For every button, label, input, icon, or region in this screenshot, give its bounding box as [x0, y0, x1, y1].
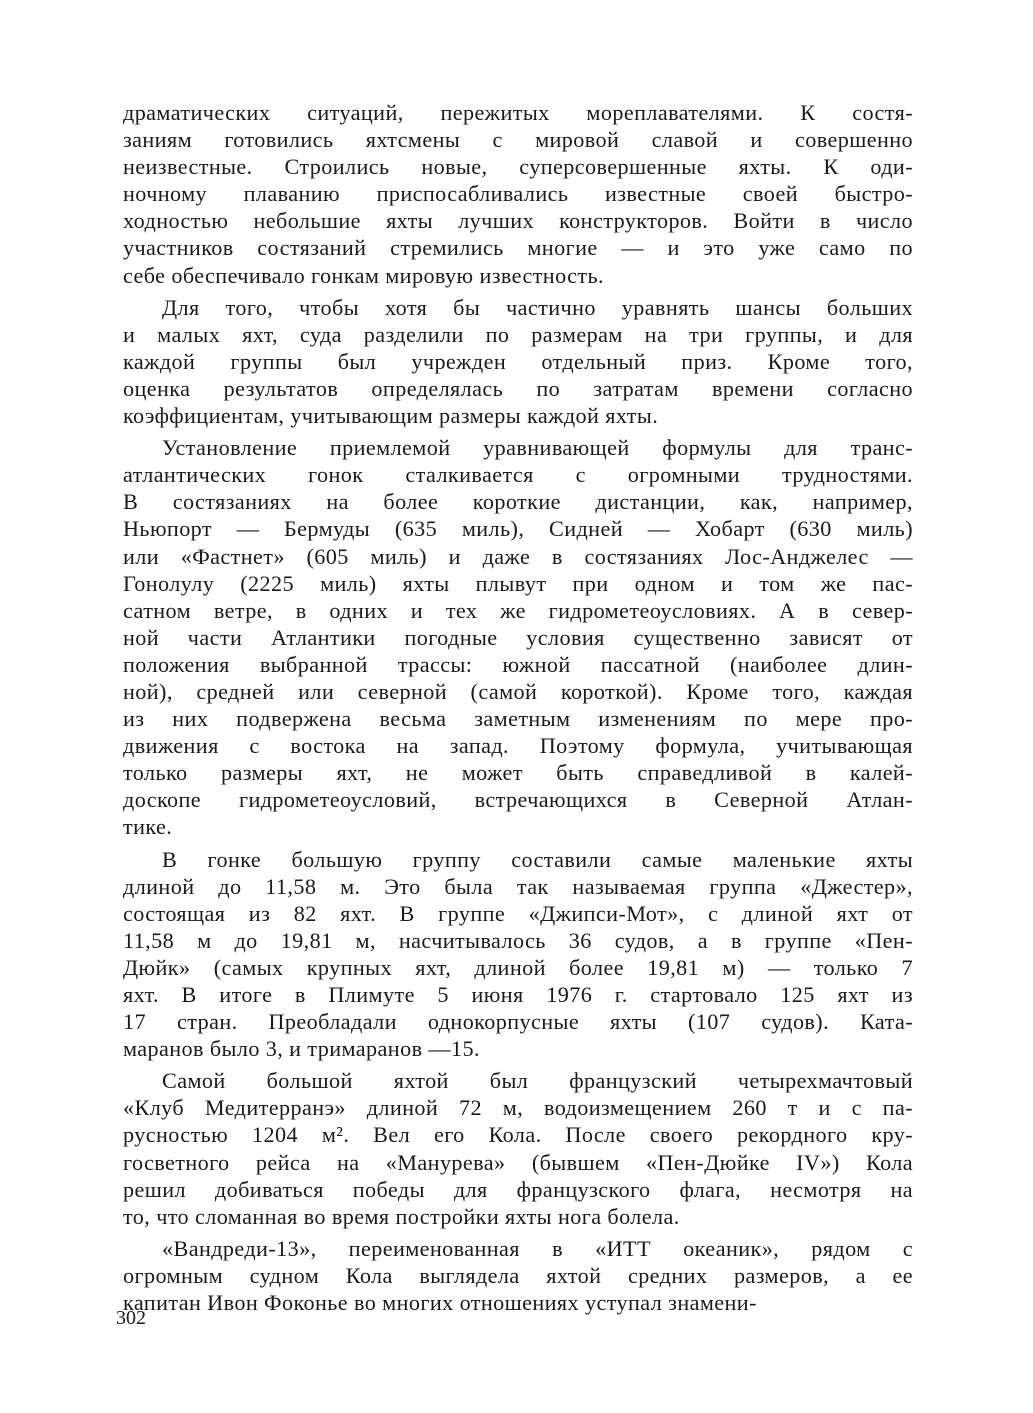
- text-line: ходностью небольшие яхты лучших конструкторов. Войти в число: [123, 208, 913, 234]
- paragraph: [123, 1067, 913, 1230]
- text-line: положения выбранной трассы: южной пассатной (наиболее длин-: [123, 651, 913, 677]
- text-line: тике.: [123, 814, 173, 840]
- text-line: драматических ситуаций, пережитых мореплавателями. К состя-: [123, 100, 913, 125]
- text-line: Самой большой яхтой был французский четырехмачтовый: [162, 1068, 913, 1094]
- text-line: заниям готовились яхтсмены с мировой славой и совершенно: [123, 127, 913, 153]
- text-line: себе обеспечивало гонкам мировую известность.: [123, 262, 604, 288]
- text-line: или «Фастнет» (605 миль) и даже в состязаниях Лос-Анджелес —: [123, 543, 913, 569]
- text-line: 11,58 м до 19,81 м, насчитывалось 36 судов, а в группе «Пен-: [123, 927, 913, 953]
- text-line: участников состязаний стремились многие — и это уже само по: [123, 235, 913, 261]
- page-number: 302: [116, 1307, 146, 1329]
- text-line: коэффициентам, учитывающим размеры каждой яхты.: [123, 403, 659, 429]
- text-line: ной части Атлантики погодные условия существенно зависят от: [123, 624, 913, 650]
- text-line: длиной до 11,58 м. Это была так называемая группа «Джестер»,: [123, 873, 913, 899]
- text-line: состоящая из 82 яхт. В группе «Джипси-Мот», с длиной яхт от: [123, 900, 913, 926]
- text-line: госветного рейса на «Манурева» (бывшем «Пен-Дюйке IV») Кола: [123, 1149, 913, 1175]
- text-line: В состязаниях на более короткие дистанции, как, например,: [123, 489, 913, 515]
- text-line: из них подвержена весьма заметным изменениям по мере про-: [123, 706, 913, 732]
- text-line: неизвестные. Строились новые, суперсовершенные яхты. К оди-: [123, 154, 913, 180]
- paragraph: [123, 846, 913, 1063]
- text-line: только размеры яхт, не может быть справедливой в калей-: [123, 760, 913, 786]
- text-line: капитан Ивон Фоконье во многих отношениях уступал знамени-: [123, 1290, 757, 1316]
- text-line: и малых яхт, суда разделили по размерам на три группы, и для: [123, 321, 913, 347]
- text-line: то, что сломанная во время постройки яхты нога болела.: [123, 1203, 680, 1229]
- text-line: Гонолулу (2225 миль) яхты плывут при одном и том же пас-: [123, 570, 913, 596]
- text-line: маранов было 3, и тримаранов —15.: [123, 1036, 480, 1062]
- text-line: огромным судном Кола выглядела яхтой средних размеров, а ее: [123, 1262, 913, 1288]
- text-line: русностью 1204 м². Вел его Кола. После своего рекордного кру-: [123, 1122, 913, 1148]
- paragraph: [123, 434, 913, 840]
- text-line: доскопе гидрометеоусловий, встречающихся в Северной Атлан-: [123, 787, 913, 813]
- text-line: яхт. В итоге в Плимуте 5 июня 1976 г. стартовало 125 яхт из: [123, 982, 913, 1007]
- text-line: 17 стран. Преобладали однокорпусные яхты (107 судов). Ката-: [123, 1009, 913, 1035]
- text-line: Установление приемлемой уравнивающей формулы для транс-: [162, 435, 913, 461]
- text-line: сатном ветре, в одних и тех же гидрометеоусловиях. А в север-: [123, 597, 913, 623]
- text-line: Ньюпорт — Бермуды (635 миль), Сидней — Хобарт (630 миль): [123, 516, 913, 542]
- text-line: ной), средней или северной (самой короткой). Кроме того, каждая: [123, 678, 913, 704]
- paragraph: [123, 99, 913, 289]
- text-line: движения с востока на запад. Поэтому формула, учитывающая: [123, 733, 913, 759]
- paragraph: [123, 1235, 913, 1316]
- text-line: решил добиваться победы для французского флага, несмотря на: [123, 1176, 913, 1202]
- text-line: Для того, чтобы хотя бы частично уравнять шансы больших: [162, 294, 913, 320]
- text-line: атлантических гонок сталкивается с огромными трудностями.: [123, 462, 913, 488]
- text-line: В гонке большую группу составили самые маленькие яхты: [162, 846, 913, 872]
- text-line: каждой группы был учрежден отдельный приз. Кроме того,: [123, 348, 913, 374]
- text-line: «Вандреди-13», переименованная в «ИТТ океаник», рядом с: [162, 1235, 913, 1261]
- text-line: Дюйк» (самых крупных яхт, длиной более 19,81 м) — только 7: [123, 954, 913, 980]
- page-body: [123, 99, 913, 1321]
- paragraph: [123, 294, 913, 429]
- text-line: оценка результатов определялась по затратам времени согласно: [123, 375, 913, 401]
- text-line: ночному плаванию приспосабливались известные своей быстро-: [123, 181, 913, 207]
- text-line: «Клуб Медитерранэ» длиной 72 м, водоизмещением 260 т и с па-: [123, 1095, 913, 1121]
